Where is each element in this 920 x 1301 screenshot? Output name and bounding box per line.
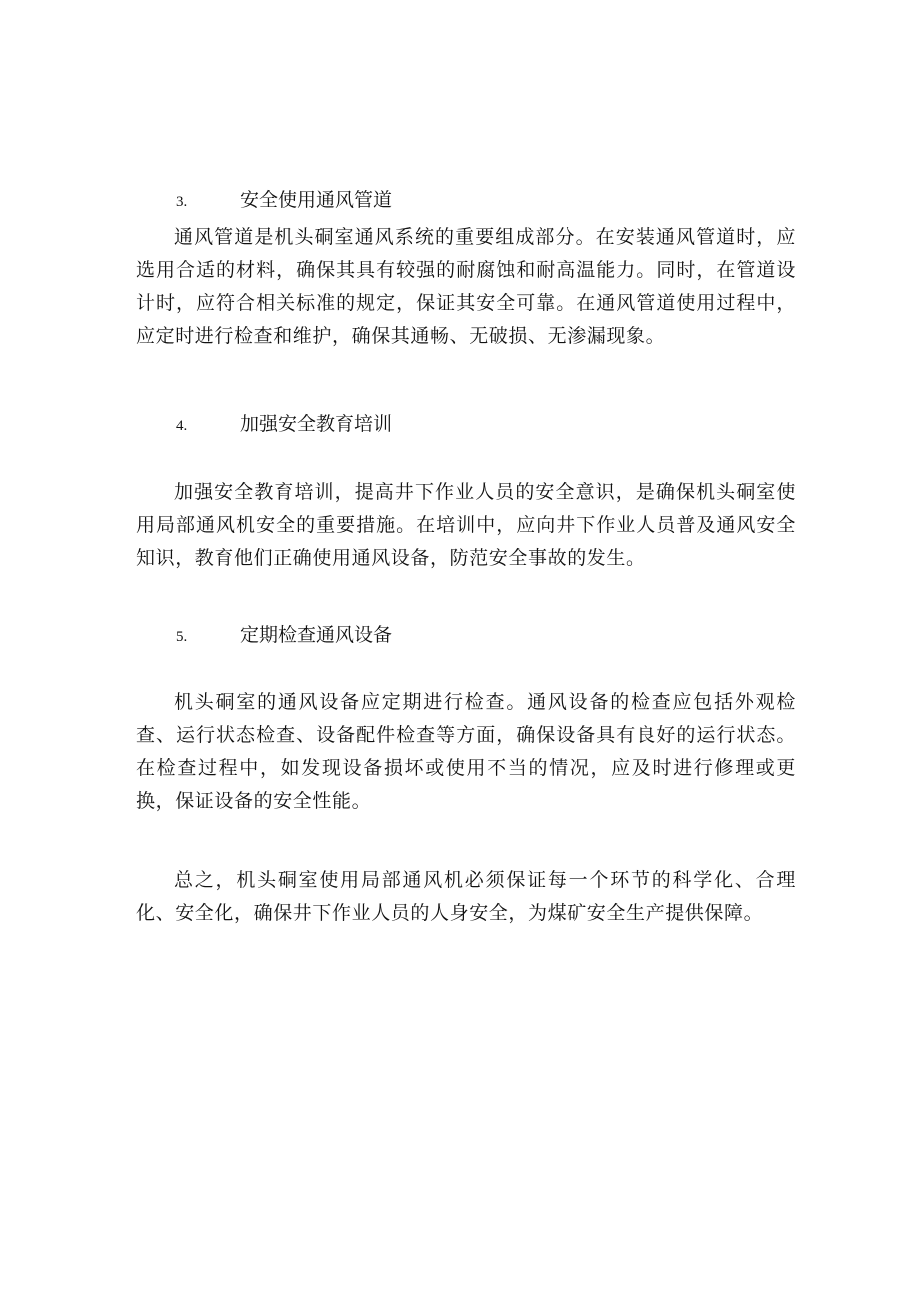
section-5-body: 机头硐室的通风设备应定期进行检查。通风设备的检查应包括外观检查、运行状态检查、设备配件检查等方面，确保设备具有良好的运行状态。在检查过程中，如发现设备损坏或使用不当的情况，应及时进行修理或更换，保证设备的安全性能。 — [136, 691, 796, 812]
section-4-heading — [176, 412, 392, 438]
section-5-title: 定期检查通风设备 — [240, 624, 393, 646]
section-4-title: 加强安全教育培训 — [240, 413, 393, 435]
section-4-number: 4. — [176, 418, 188, 434]
section-4-body: 加强安全教育培训，提高井下作业人员的安全意识，是确保机头硐室使用局部通风机安全的重要措施。在培训中，应向井下作业人员普及通风安全知识，教育他们正确使用通风设备，防范安全事故的发生。 — [136, 481, 796, 569]
section-3-heading — [176, 188, 392, 214]
section-3-number: 3. — [176, 194, 188, 210]
section-3-body: 通风管道是机头硐室通风系统的重要组成部分。在安装通风管道时，应选用合适的材料，确保其具有较强的耐腐蚀和耐高温能力。同时，在管道设计时，应符合相关标准的规定，保证其安全可靠。在通风管道使用过程中，应定时进行检查和维护，确保其通畅、无破损、无渗漏现象。 — [136, 226, 796, 347]
section-5-heading — [176, 623, 392, 649]
conclusion-paragraph: 总之，机头硐室使用局部通风机必须保证每一个环节的科学化、合理化、安全化，确保井下作业人员的人身安全，为煤矿安全生产提供保障。 — [136, 869, 796, 924]
section-5-number: 5. — [176, 629, 188, 645]
section-3-title: 安全使用通风管道 — [240, 189, 393, 211]
